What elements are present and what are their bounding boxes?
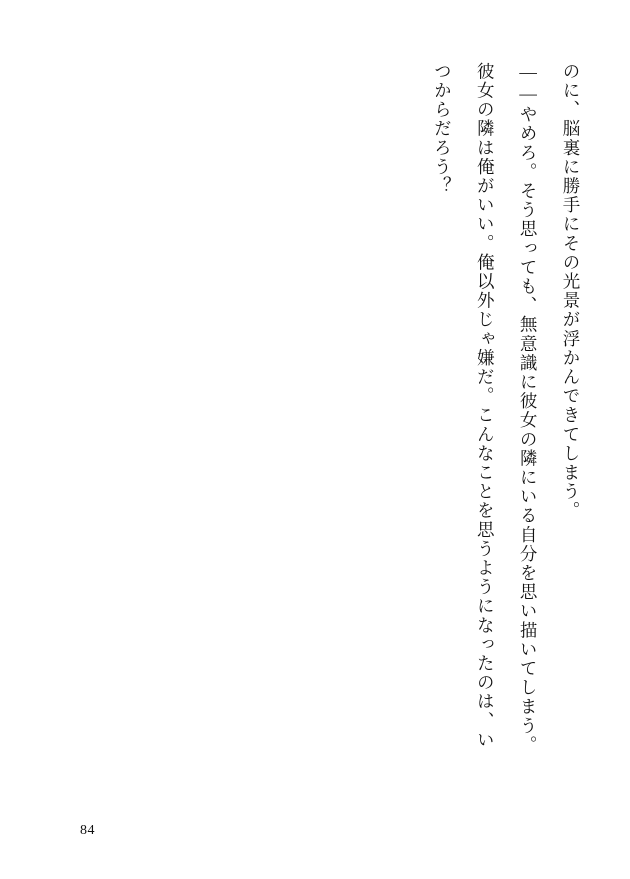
body-line: 彼女の隣は俺がいい。俺以外じゃ嫌だ。こんなことを思うようになったのは、い <box>475 62 496 750</box>
body-line: のに、脳裏に勝手にその光景が浮かんできてしまう。 <box>561 62 581 521</box>
body-line: つからだろう？ <box>432 62 453 196</box>
body-line: ――やめろ。そう思っても、無意識に彼女の隣にいる自分を思い描いてしまう。 <box>518 62 539 755</box>
page-number: 84 <box>80 823 95 838</box>
body-text <box>421 62 593 822</box>
